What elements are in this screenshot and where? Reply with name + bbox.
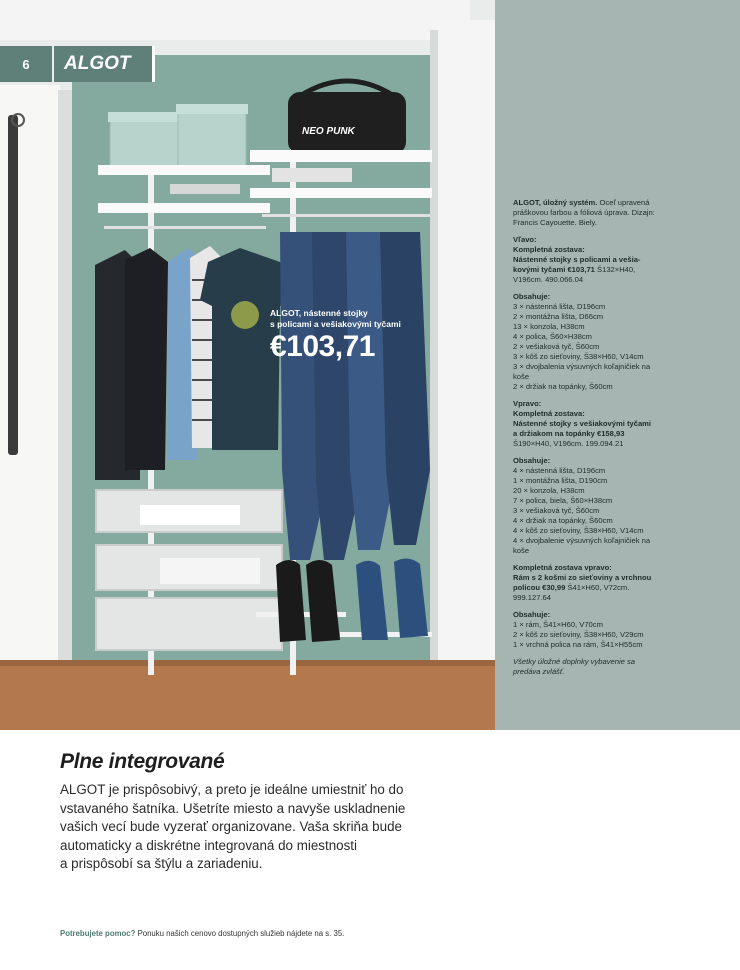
right-contents-list (513, 466, 735, 556)
list-item: 7 × polica, biela, Š60×H38cm (513, 496, 613, 505)
body-line: ALGOT je prispôsobivý, a preto je ideálne umiestniť ho do (60, 782, 404, 797)
list-item: 2 × kôš zo sieťoviny, Š38×H60, V29cm (513, 630, 644, 639)
frame-contents-heading: Obsahuje: (513, 610, 551, 619)
body-line: automaticky a diskrétne integrovaná do miestnosti (60, 837, 357, 853)
jacket (125, 248, 168, 470)
list-item: 4 × kôš zo sieťoviny, Š38×H60, V14cm (513, 526, 644, 535)
list-item: 1 × vrchná polica na rám, Š41×H55cm (513, 640, 643, 649)
shelf (250, 150, 432, 162)
list-item: 3 × dvojbalenia výsuvných koľajničiek na (513, 362, 651, 371)
left-set-name-line: Nástenné stojky s policami a vešia- (513, 255, 641, 264)
storage-box (110, 118, 178, 170)
right-contents-heading: Obsahuje: (513, 456, 551, 465)
note-line: predáva zvlášť. (513, 667, 565, 676)
callout-label-line: ALGOT, nástenné stojky (270, 308, 368, 318)
body-line: vstavaného šatníka. Ušetríte miesto a navyše uskladnenie (60, 800, 406, 816)
left-contents-heading: Obsahuje: (513, 292, 551, 301)
right-set-extra: Š190×H40, V196cm. 199.094.21 (513, 439, 624, 448)
hanging-rail (104, 226, 266, 229)
help-label: Potrebujete pomoc? (60, 929, 136, 938)
price-callout (270, 308, 460, 364)
accessories-note (513, 657, 735, 677)
frame-set-dims: Š41×H60, V72cm. (567, 583, 630, 592)
mesh-basket (96, 598, 282, 650)
left-set-dims: Š132×H40, (597, 265, 636, 274)
frame-set-name-line: Rám s 2 košmi zo sieťoviny a vrchnou (513, 573, 652, 582)
left-set-extra: V196cm. 490.066.04 (513, 275, 584, 284)
floor (0, 660, 495, 730)
list-item: 20 × konzola, H38cm (513, 486, 585, 495)
intro-title: ALGOT, úložný systém. (513, 198, 598, 207)
list-item: koše (513, 372, 530, 381)
sports-bag (288, 92, 406, 154)
footer-help (60, 929, 344, 938)
list-item: 3 × vešiaková tyč, Š60cm (513, 506, 600, 515)
list-item: 13 × konzola, H38cm (513, 322, 585, 331)
intro-text-line: Francis Cayouette. Biely. (513, 218, 597, 227)
frame-set-name-line: policou €30,99 (513, 583, 566, 592)
right-set-name-line: Nástenné stojky s vešiakovými tyčami (513, 419, 652, 428)
list-item: 3 × nástenná lišta, D196cm (513, 302, 606, 311)
list-item: 3 × kôš zo sieťoviny, Š38×H60, V14cm (513, 352, 644, 361)
shelf (98, 203, 270, 213)
frame-set-block (513, 563, 735, 603)
left-set-heading: Vľavo: (513, 235, 537, 244)
frame-set-name-line: Kompletná zostava vpravo: (513, 563, 612, 572)
left-set-name-line: Kompletná zostava: (513, 245, 585, 254)
page-number: 6 (0, 46, 52, 82)
body-line: vašich vecí bude vyzerať organizovane. Vaša skriňa bude (60, 819, 402, 835)
right-set-name-line: Kompletná zostava: (513, 409, 585, 418)
list-item: 4 × dvojbalenie výsuvných koľajničiek na (513, 536, 651, 545)
list-item: 1 × rám, Š41×H60, V70cm (513, 620, 603, 629)
product-specs (513, 198, 735, 684)
left-set-block (513, 235, 735, 285)
shelf (98, 165, 270, 175)
list-item: 2 × vešiaková tyč, Š60cm (513, 342, 600, 351)
list-item: 2 × držiak na topánky, Š60cm (513, 382, 613, 391)
list-item: 4 × polica, Š60×H38cm (513, 332, 592, 341)
right-set-heading: Vpravo: (513, 399, 542, 408)
left-set-name-line: kovými tyčami €103,71 (513, 265, 595, 274)
help-text: Ponuku našich cenovo dostupných služieb nájdete na s. 35. (137, 929, 345, 938)
note-line: Všetky úložné doplnky vybavenie sa (513, 657, 635, 666)
intro-text-line: Oceľ upravená (599, 198, 650, 207)
list-item: 4 × držiak na topánky, Š60cm (513, 516, 613, 525)
callout-label-line: s policami a vešiakovými tyčami (270, 319, 401, 329)
page-headline: Plne integrované (60, 750, 225, 773)
storage-box (178, 110, 246, 168)
body-line: a prispôsobí sa štýlu a zariadeniu. (60, 856, 263, 872)
frame-contents-list (513, 620, 735, 650)
belt (8, 115, 18, 455)
list-item: 2 × montážna lišta, D66cm (513, 312, 604, 321)
intro-block (513, 198, 735, 228)
intro-text-line: práškovou farbou a fóliová úprava. Dizajn: (513, 208, 655, 217)
section-title: ALGOT (54, 46, 155, 82)
list-item: koše (513, 546, 530, 555)
left-contents-list (513, 302, 735, 392)
shelf (250, 188, 432, 198)
list-item: 4 × nástenná lišta, D196cm (513, 466, 606, 475)
body-paragraph (60, 781, 420, 874)
hanging-rail (262, 214, 430, 217)
section-header (0, 46, 155, 82)
right-set-name-line: a držiakom na topánky €158,93 (513, 429, 625, 438)
bag-logo-text: NEO PUNK (302, 126, 355, 137)
callout-price: €103,71 (270, 330, 375, 363)
right-door (434, 20, 495, 730)
list-item: 1 × montážna lišta, D190cm (513, 476, 608, 485)
right-set-block (513, 399, 735, 449)
frame-set-extra: 999.127.64 (513, 593, 552, 602)
